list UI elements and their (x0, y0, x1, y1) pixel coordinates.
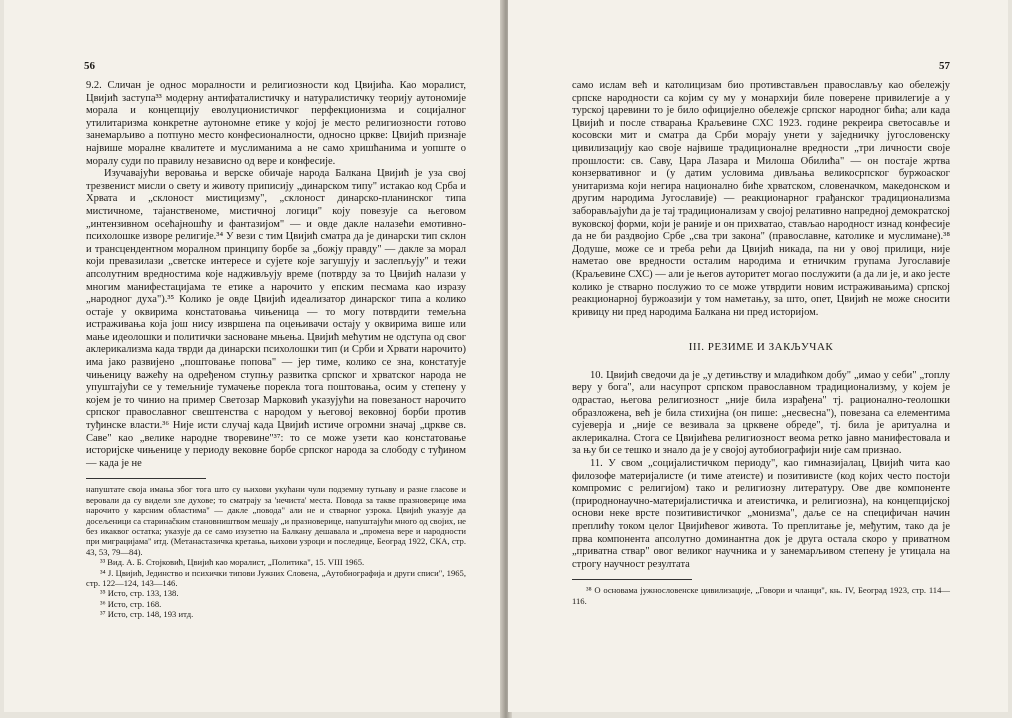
paragraph-continued: само ислам већ и католицизам био противстављен православљу као обележју српске народности са којим су му у монархији биле поверене привилегије а у турској царевини то је било официјелно обележје српског народног бића; али када Цвијић и после стварања Краљевине СХС 1923. године рекреира светосавље и косовски мит и сматра да Срби морају унети у заједничку југословенску цивилизацију као своје највише традиционалне вредности „три личности своје прошлости: св. Саву, Цара Лазара и Милоша Обилића" — он постаје жртва конзервативног и (у датим условима дивљања великосрпског буржоаског унитаризма који негира национално биће хрватском, словеначком, македонском и другим народима Југославије) — реакционарног грађанског традиционализма заборављајући да је тај традиционализам у својој релативно напредној демократској вуковској форми, који је раније и он прихватао, стављао народност изнад конфесије да не би раздвојио Србе „сва три закона" (православне, католике и муслимане).³⁸ Додуше, може се и треба рећи да Цвијић никада, па ни у овој прилици, није наметао ове вредности осталим народима и етничким групама Југославије (Краљевине СХС) — али је његов ауторитет могао послужити (а да ли је, и ако јесте колико је стварно послужио то се може утврдити новим истраживањима) српској реакционарној буржоазији у том наметању, за што, опет, Цвијић не може сносити кривицу ни пред народима Балкана ни пред историјом. (572, 80, 950, 318)
left-page (4, 0, 505, 712)
footnote-36: ³⁶ Исто, стр. 168. (100, 598, 162, 609)
page-number-right: 57 (939, 60, 950, 72)
paragraph-9-2: 9.2. Сличан је однос моралности и религиозности код Цвијића. Као моралист, Цвијић заступа³³ модерну антифаталистичку и натуралистичку теорију аутономије морала и концепцију еволуционистичког перфекционизма и социјалног утилитаризма конкретне аутономне етике у којој је место религиозности готово занемарљиво а потпуно место конфесионалности, односно цркве: Цвијић признаје највише моралне квалитете и муслиманима а не само хришћанима и уопште о моралу суди по правилу независно од вере и конфесије. (86, 80, 466, 167)
footnote-rule-right (572, 579, 692, 580)
footnote-35: ³⁵ Исто, стр. 133, 138. (100, 588, 179, 599)
footnote-continued: напуштате своја имања због тога што су њихови укућани чули подземну тутњаву и разне гласове и веровали да су видели зле духове; то сматрају за 'нечиста' места. Повода за такве празноверице има нарочито у карсним областима" — дакле „повода" али не и стварног узрока. Цвијић указује да досељеници са старинačким становништвом мешају „и празноверице, напуштајући много од својих, не без икаквог остатка; указује да се само изузетно на Балкану дешавала и „промена вере и народности при миграцијама" итд. (Метанастазичка кретања, њихови узроци и последице, Београд 1922, СКА, стр. 43, 53, 79—84). (86, 484, 466, 557)
left-footnotes (86, 484, 466, 619)
right-page-body (572, 80, 950, 606)
footnote-33: ³³ Вид. А. Б. Стојковић, Цвијић као моралист, „Политика", 15. VIII 1965. (100, 557, 365, 568)
footnote-34: ³⁴ J. Цвијић, Јединство и психички типови Јужних Словена, „Аутобиографија и други списи", 1965, стр. 122—124, 143—146. (86, 567, 466, 589)
paragraph-dinaric-type: Изучавајући веровања и верске обичаје народа Балкана Цвијић је уза свој трезвенист мисли о свету и животу приписију „динарском типу" истакао код Срба и Хрвата и „склоност мистицизму", „склоност динарско-планинског типа мистичноме, тајанственоме, мистичној логици" коју повезује са његовом „интензивном осећајношћу и фантазијом" — и овде дакле налазећи емотивно-психолошке изворе религије.³⁴ У вези с тим Цвијић сматра да је динарски тип склон и трансцендентном моралном принципу борбе за „божју правду" — дакле за морал који превазилази „светске интересе и сујете које загушују и заслепљују" и тежи апсолутним вредностима које надживљују време (потврду за то Цвијић налази у многим манифестацијама те етике а нарочито у епским песмама као изразу „народног духа").³⁵ Колико је овде Цвијић идеализатор динарског типа а колико остаје у оквирима констатовања чињеница — то могу потврдити темељна истраживања која још нису извршена па оцењивачи остају у оквирима више или мање идеолошки и политички засноване мњења. Цвијић мећутим не одступа од свог аклерикализма када тврди да динарски психолошки тип (и Срби и Хрвати нарочито) има јако развијено „поштовање попова" — јер тиме, колико се зна, констатује чињеницу важећу на одређеном ступњу развитка српског и хрватског народа не упуштајући се у темељније тумачење порекла тога поштовања, осим у степену у којем је то чинио на пример Светозар Марковић указујући на повезаност нарочито српског православног свештенства с народом у његовој вековној борби против туђинске власти.³⁶ Није исти случај када Цвијић истиче огромни значај „цркве св. Саве" као „велике народне творевине"³⁷: то се може узети као констатовање историјске чињенице у периоду вековне борбе српског народа за слободу с туђином — када је не (86, 168, 466, 469)
page-number-left: 56 (84, 60, 95, 72)
footnote-38: ³⁸ О основама јужнословенске цивилизације, „Говори и чланци", књ. IV, Београд 1923, стр. 114—116. (572, 585, 950, 606)
right-footnotes (572, 585, 950, 606)
footnote-37: ³⁷ Исто, стр. 148, 193 итд. (100, 609, 194, 620)
right-page (508, 0, 1008, 712)
left-page-body (86, 80, 466, 620)
paragraph-11: 11. У свом „социјалистичком периоду", као гимназијалац, Цвијић чита као филозофе материјалисте (и тиме атеисте) и позитивисте (код којих често постоји компромис с религијом) тако и религиозну литературу. Ове две компоненте (природнонаучно-материјалистичка и атеистичка, и религиозна), на концепцијској основи неке врсте позитивистичког „монизма", даље се на специфичан начин преплићу током целог Цвијићевог живота. То преплитање је, међутим, тако да је прва компонента апсолутно доминантна док је друга остала скоро у приватном „приватна ствар" овог великог научника и у занемарљивом степену је утицала на строгу научност резултата (572, 458, 950, 570)
section-heading: III. РЕЗИМЕ И ЗАКЉУЧАК (688, 341, 834, 354)
footnote-rule (86, 478, 206, 479)
paragraph-10: 10. Цвијић сведочи да је „у детињству и младићком добу" „имао у себи" „топлу веру у бога", али насупрот српском православном традиционализму, у којем је одрастао, његова религиозност „није била израђена" тј. рационално-теолошки образложена, већ је била стихијна (он пише: „несвесна"), повезана са елементима сујеверја и „није се везивала за црквене обреде", тј. била је аритуална и аклерикална. Стога се Цвијићева религиозност веома ретко јавно манифестовала и за њу би се тешко и знало да је у својој аутобиографији није сам признао. (572, 369, 950, 457)
